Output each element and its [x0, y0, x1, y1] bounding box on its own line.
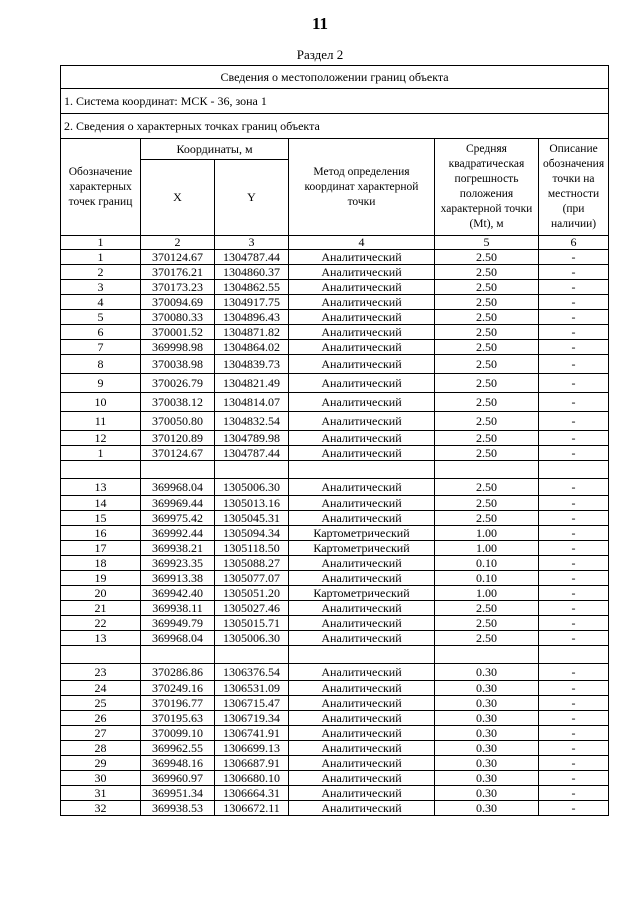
x-cell: 369962.55 [141, 741, 215, 756]
method-cell: Аналитический [289, 295, 435, 310]
coordinate-system: 1. Система координат: МСК - 36, зона 1 [61, 89, 609, 114]
y-cell [215, 646, 289, 664]
point-cell [61, 461, 141, 479]
description-cell: - [539, 310, 609, 325]
y-cell: 1305027.46 [215, 601, 289, 616]
point-cell: 2 [61, 265, 141, 280]
x-cell: 369951.34 [141, 786, 215, 801]
y-cell: 1305006.30 [215, 479, 289, 496]
description-cell: - [539, 696, 609, 711]
point-cell: 12 [61, 431, 141, 446]
x-cell: 370249.16 [141, 681, 215, 696]
y-cell: 1305013.16 [215, 496, 289, 511]
description-cell: - [539, 295, 609, 310]
error-cell: 2.50 [435, 511, 539, 526]
column-number: 1 [61, 236, 141, 250]
table-row [61, 601, 609, 616]
point-cell: 30 [61, 771, 141, 786]
description-cell: - [539, 250, 609, 265]
method-cell: Аналитический [289, 393, 435, 412]
point-cell: 11 [61, 412, 141, 431]
table-row [61, 374, 609, 393]
error-cell: 2.50 [435, 631, 539, 646]
description-cell: - [539, 412, 609, 431]
error-cell: 0.30 [435, 726, 539, 741]
method-cell [289, 646, 435, 664]
method-cell: Аналитический [289, 681, 435, 696]
x-cell [141, 646, 215, 664]
description-cell: - [539, 601, 609, 616]
point-cell: 18 [61, 556, 141, 571]
method-cell: Аналитический [289, 374, 435, 393]
x-cell: 370026.79 [141, 374, 215, 393]
table-row [61, 696, 609, 711]
point-cell: 31 [61, 786, 141, 801]
method-cell: Аналитический [289, 771, 435, 786]
description-cell: - [539, 711, 609, 726]
method-cell: Аналитический [289, 511, 435, 526]
point-cell: 16 [61, 526, 141, 541]
x-cell: 369942.40 [141, 586, 215, 601]
coordinate-system-row [61, 89, 609, 114]
description-cell: - [539, 355, 609, 374]
y-cell: 1305077.07 [215, 571, 289, 586]
points-heading-row [61, 114, 609, 139]
error-cell: 0.30 [435, 786, 539, 801]
point-cell: 25 [61, 696, 141, 711]
header-row-1 [61, 139, 609, 160]
point-cell [61, 646, 141, 664]
y-cell: 1306680.10 [215, 771, 289, 786]
point-cell: 8 [61, 355, 141, 374]
x-cell: 370094.69 [141, 295, 215, 310]
table-row [61, 479, 609, 496]
error-cell: 2.50 [435, 265, 539, 280]
point-cell: 15 [61, 511, 141, 526]
section-label: Раздел 2 [296, 47, 344, 62]
description-cell: - [539, 741, 609, 756]
error-cell: 2.50 [435, 250, 539, 265]
description-cell: - [539, 541, 609, 556]
x-cell: 370124.67 [141, 250, 215, 265]
error-cell [435, 646, 539, 664]
x-cell: 369960.97 [141, 771, 215, 786]
description-cell: - [539, 664, 609, 681]
description-cell: - [539, 786, 609, 801]
column-numbers-row [61, 236, 609, 250]
description-cell: - [539, 325, 609, 340]
table-row [61, 265, 609, 280]
x-cell: 369938.21 [141, 541, 215, 556]
x-cell: 369938.11 [141, 601, 215, 616]
error-cell: 0.30 [435, 664, 539, 681]
x-cell: 369998.98 [141, 340, 215, 355]
y-cell: 1304832.54 [215, 412, 289, 431]
y-cell: 1304821.49 [215, 374, 289, 393]
error-cell: 2.50 [435, 479, 539, 496]
description-cell: - [539, 586, 609, 601]
y-cell: 1305015.71 [215, 616, 289, 631]
column-number: 3 [215, 236, 289, 250]
y-cell: 1305094.34 [215, 526, 289, 541]
x-cell: 370176.21 [141, 265, 215, 280]
point-cell: 6 [61, 325, 141, 340]
table-row [61, 446, 609, 461]
error-cell: 2.50 [435, 412, 539, 431]
description-cell: - [539, 280, 609, 295]
method-cell: Аналитический [289, 325, 435, 340]
y-cell: 1305006.30 [215, 631, 289, 646]
error-cell: 0.30 [435, 756, 539, 771]
x-cell: 369949.79 [141, 616, 215, 631]
point-cell: 32 [61, 801, 141, 816]
method-cell: Аналитический [289, 726, 435, 741]
error-cell: 2.50 [435, 393, 539, 412]
y-cell: 1306741.91 [215, 726, 289, 741]
column-number: 2 [141, 236, 215, 250]
error-cell: 2.50 [435, 601, 539, 616]
point-cell: 21 [61, 601, 141, 616]
method-cell: Аналитический [289, 355, 435, 374]
x-cell: 369992.44 [141, 526, 215, 541]
error-cell: 2.50 [435, 355, 539, 374]
point-cell: 22 [61, 616, 141, 631]
y-cell: 1304787.44 [215, 250, 289, 265]
table-row [61, 711, 609, 726]
table-row [61, 310, 609, 325]
x-cell: 370038.12 [141, 393, 215, 412]
x-cell: 369948.16 [141, 756, 215, 771]
point-cell: 13 [61, 631, 141, 646]
boundary-points-table [60, 65, 609, 816]
point-cell: 7 [61, 340, 141, 355]
method-cell: Аналитический [289, 741, 435, 756]
header-y: Y [215, 160, 289, 236]
table-row [61, 741, 609, 756]
table-row [61, 771, 609, 786]
y-cell: 1304896.43 [215, 310, 289, 325]
error-cell: 2.50 [435, 616, 539, 631]
table-row [61, 511, 609, 526]
description-cell: - [539, 616, 609, 631]
table-row [61, 571, 609, 586]
method-cell: Аналитический [289, 431, 435, 446]
y-cell: 1306699.13 [215, 741, 289, 756]
table-row [61, 646, 609, 664]
x-cell: 369938.53 [141, 801, 215, 816]
description-cell: - [539, 681, 609, 696]
method-cell: Аналитический [289, 250, 435, 265]
error-cell: 2.50 [435, 496, 539, 511]
method-cell: Аналитический [289, 556, 435, 571]
x-cell: 370038.98 [141, 355, 215, 374]
header-error: Средняя квадратическая погрешность положения характерной точки (Mt), м [435, 139, 539, 236]
point-cell: 5 [61, 310, 141, 325]
y-cell: 1304789.98 [215, 431, 289, 446]
x-cell: 369968.04 [141, 631, 215, 646]
error-cell: 0.30 [435, 771, 539, 786]
description-cell: - [539, 556, 609, 571]
description-cell: - [539, 374, 609, 393]
description-cell: - [539, 340, 609, 355]
y-cell: 1304917.75 [215, 295, 289, 310]
table-row [61, 250, 609, 265]
point-cell: 1 [61, 446, 141, 461]
table-title: Сведения о местоположении границ объекта [61, 66, 609, 89]
y-cell: 1306715.47 [215, 696, 289, 711]
x-cell [141, 461, 215, 479]
point-cell: 26 [61, 711, 141, 726]
point-cell: 9 [61, 374, 141, 393]
table-row [61, 461, 609, 479]
x-cell: 369975.42 [141, 511, 215, 526]
x-cell: 370099.10 [141, 726, 215, 741]
y-cell: 1304860.37 [215, 265, 289, 280]
error-cell: 2.50 [435, 431, 539, 446]
y-cell: 1306376.54 [215, 664, 289, 681]
method-cell: Аналитический [289, 756, 435, 771]
header-point: Обозначение характерных точек границ [61, 139, 141, 236]
y-cell: 1304839.73 [215, 355, 289, 374]
x-cell: 370124.67 [141, 446, 215, 461]
point-cell: 19 [61, 571, 141, 586]
y-cell: 1304864.02 [215, 340, 289, 355]
y-cell: 1306664.31 [215, 786, 289, 801]
table-row [61, 801, 609, 816]
y-cell: 1306719.34 [215, 711, 289, 726]
error-cell: 1.00 [435, 526, 539, 541]
y-cell: 1306672.11 [215, 801, 289, 816]
method-cell: Аналитический [289, 310, 435, 325]
point-cell: 17 [61, 541, 141, 556]
table-row [61, 496, 609, 511]
method-cell: Аналитический [289, 496, 435, 511]
header-method: Метод определения координат характерной точки [289, 139, 435, 236]
method-cell: Аналитический [289, 479, 435, 496]
header-x: X [141, 160, 215, 236]
error-cell: 0.30 [435, 711, 539, 726]
method-cell: Аналитический [289, 571, 435, 586]
description-cell: - [539, 479, 609, 496]
table-row [61, 526, 609, 541]
method-cell: Аналитический [289, 664, 435, 681]
error-cell: 2.50 [435, 310, 539, 325]
point-cell: 10 [61, 393, 141, 412]
method-cell: Картометрический [289, 586, 435, 601]
x-cell: 369968.04 [141, 479, 215, 496]
x-cell: 370050.80 [141, 412, 215, 431]
description-cell: - [539, 756, 609, 771]
y-cell: 1304871.82 [215, 325, 289, 340]
description-cell: - [539, 801, 609, 816]
y-cell: 1305118.50 [215, 541, 289, 556]
x-cell: 370173.23 [141, 280, 215, 295]
points-heading: 2. Сведения о характерных точках границ объекта [61, 114, 609, 139]
description-cell [539, 646, 609, 664]
table-row [61, 325, 609, 340]
method-cell: Аналитический [289, 616, 435, 631]
x-cell: 370195.63 [141, 711, 215, 726]
table-row [61, 355, 609, 374]
y-cell: 1304862.55 [215, 280, 289, 295]
point-cell: 1 [61, 250, 141, 265]
y-cell: 1305045.31 [215, 511, 289, 526]
point-cell: 13 [61, 479, 141, 496]
y-cell: 1304787.44 [215, 446, 289, 461]
table-row [61, 664, 609, 681]
header-coords: Координаты, м [141, 139, 289, 160]
method-cell: Аналитический [289, 412, 435, 431]
error-cell: 0.10 [435, 556, 539, 571]
y-cell [215, 461, 289, 479]
error-cell: 0.10 [435, 571, 539, 586]
method-cell: Аналитический [289, 340, 435, 355]
method-cell: Аналитический [289, 696, 435, 711]
table-row [61, 393, 609, 412]
x-cell: 369969.44 [141, 496, 215, 511]
description-cell: - [539, 446, 609, 461]
method-cell: Аналитический [289, 446, 435, 461]
description-cell [539, 461, 609, 479]
description-cell: - [539, 265, 609, 280]
point-cell: 28 [61, 741, 141, 756]
description-cell: - [539, 431, 609, 446]
error-cell: 2.50 [435, 340, 539, 355]
x-cell: 369923.35 [141, 556, 215, 571]
column-number: 5 [435, 236, 539, 250]
y-cell: 1305088.27 [215, 556, 289, 571]
point-cell: 27 [61, 726, 141, 741]
description-cell: - [539, 511, 609, 526]
table-row [61, 756, 609, 771]
point-cell: 29 [61, 756, 141, 771]
method-cell: Аналитический [289, 711, 435, 726]
x-cell: 370080.33 [141, 310, 215, 325]
table-row [61, 340, 609, 355]
point-cell: 4 [61, 295, 141, 310]
method-cell: Аналитический [289, 801, 435, 816]
description-cell: - [539, 631, 609, 646]
point-cell: 3 [61, 280, 141, 295]
error-cell: 2.50 [435, 295, 539, 310]
table-row [61, 631, 609, 646]
table-row [61, 280, 609, 295]
table-row [61, 431, 609, 446]
point-cell: 14 [61, 496, 141, 511]
x-cell: 370001.52 [141, 325, 215, 340]
method-cell: Картометрический [289, 526, 435, 541]
method-cell: Картометрический [289, 541, 435, 556]
table-row [61, 726, 609, 741]
header-description: Описание обозначения точки на местности (при наличии) [539, 139, 609, 236]
x-cell: 369913.38 [141, 571, 215, 586]
x-cell: 370120.89 [141, 431, 215, 446]
table-title-row [61, 66, 609, 89]
method-cell [289, 461, 435, 479]
table-row [61, 616, 609, 631]
description-cell: - [539, 771, 609, 786]
error-cell: 0.30 [435, 741, 539, 756]
error-cell: 2.50 [435, 374, 539, 393]
error-cell: 1.00 [435, 541, 539, 556]
method-cell: Аналитический [289, 601, 435, 616]
description-cell: - [539, 526, 609, 541]
error-cell: 2.50 [435, 280, 539, 295]
error-cell [435, 461, 539, 479]
description-cell: - [539, 496, 609, 511]
error-cell: 2.50 [435, 325, 539, 340]
method-cell: Аналитический [289, 265, 435, 280]
method-cell: Аналитический [289, 631, 435, 646]
table-row [61, 295, 609, 310]
table-row [61, 541, 609, 556]
point-cell: 20 [61, 586, 141, 601]
column-number: 6 [539, 236, 609, 250]
table-row [61, 556, 609, 571]
y-cell: 1306687.91 [215, 756, 289, 771]
page-number: 11 [311, 14, 329, 33]
description-cell: - [539, 726, 609, 741]
column-number: 4 [289, 236, 435, 250]
error-cell: 1.00 [435, 586, 539, 601]
y-cell: 1304814.07 [215, 393, 289, 412]
x-cell: 370286.86 [141, 664, 215, 681]
point-cell: 24 [61, 681, 141, 696]
table-row [61, 586, 609, 601]
error-cell: 0.30 [435, 681, 539, 696]
method-cell: Аналитический [289, 280, 435, 295]
table-row [61, 412, 609, 431]
error-cell: 0.30 [435, 801, 539, 816]
table-row [61, 681, 609, 696]
description-cell: - [539, 571, 609, 586]
error-cell: 2.50 [435, 446, 539, 461]
point-cell: 23 [61, 664, 141, 681]
y-cell: 1305051.20 [215, 586, 289, 601]
description-cell: - [539, 393, 609, 412]
y-cell: 1306531.09 [215, 681, 289, 696]
method-cell: Аналитический [289, 786, 435, 801]
table-row [61, 786, 609, 801]
error-cell: 0.30 [435, 696, 539, 711]
x-cell: 370196.77 [141, 696, 215, 711]
